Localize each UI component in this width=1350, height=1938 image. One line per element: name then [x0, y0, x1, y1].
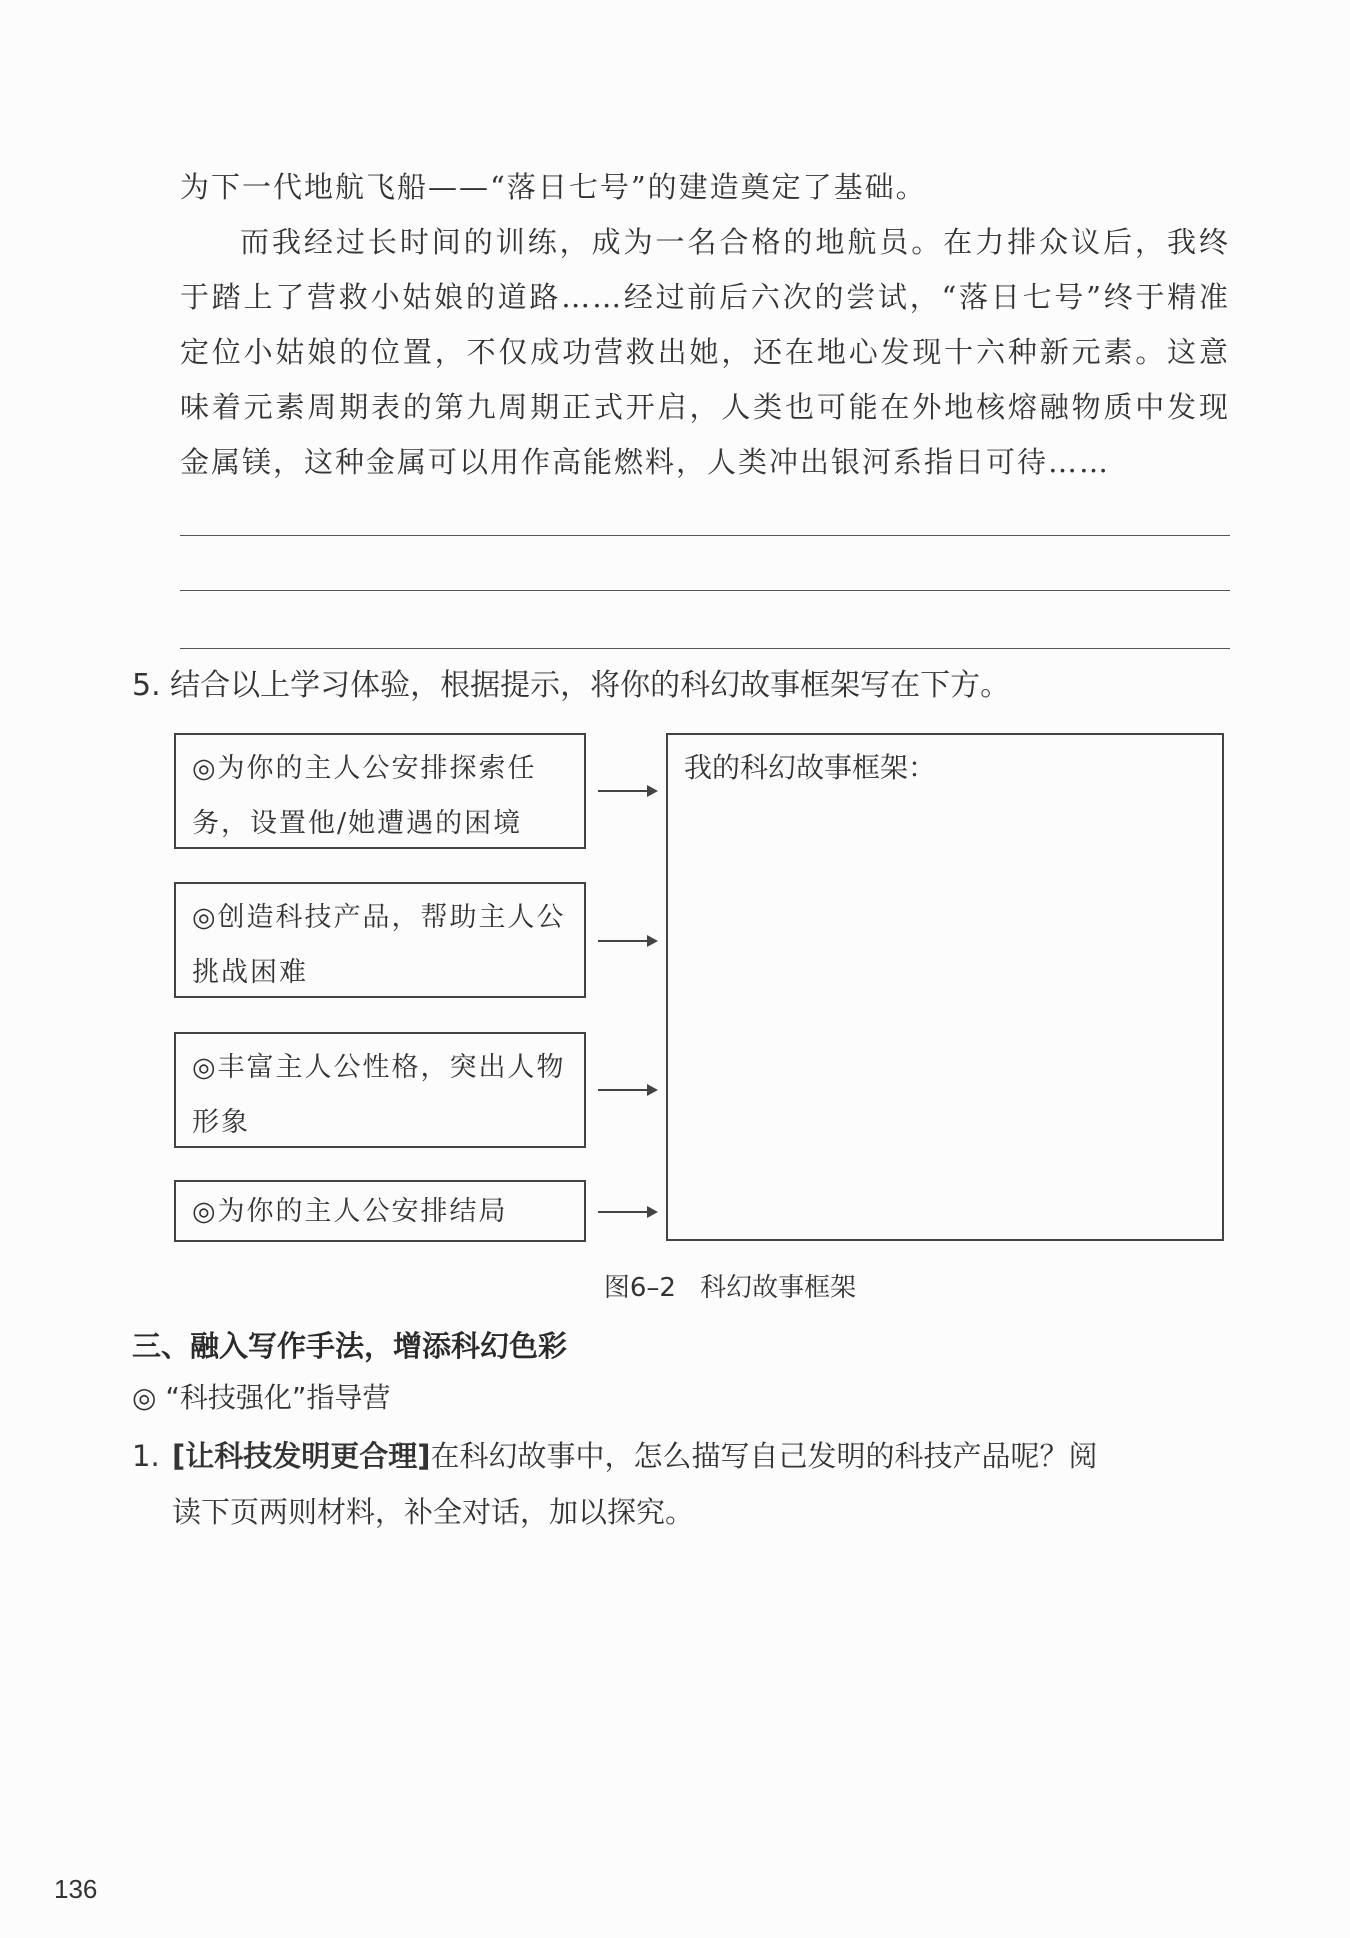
answer-line-2[interactable]: [180, 590, 1230, 591]
question-5: [132, 664, 1232, 708]
question-1-text-line-2: 读下页两则材料，补全对话，加以探究。: [172, 1495, 695, 1529]
arrow-right-icon: [598, 790, 656, 792]
hint-box-character: ◎丰富主人公性格，突出人物形象: [174, 1032, 586, 1148]
question-1-tag: [让科技发明更合理]: [172, 1439, 431, 1473]
story-paragraph-2: 而我经过长时间的训练，成为一名合格的地航员。在力排众议后，我终于踏上了营救小姑娘的道路……经过前后六次的尝试，“落日七号”终于精准定位小姑娘的位置，不仅成功营救出她，还在地心发现十六种新元素。这意味着元素周期表的第九周期正式开启，人类也可能在外地核熔融物质中发现金属镁，这种金属可以用作高能燃料，人类冲出银河系指日可待……: [180, 225, 1230, 479]
figure-title: 科幻故事框架: [700, 1273, 857, 1303]
arrow-right-icon: [598, 940, 656, 942]
answer-line-3[interactable]: [180, 648, 1230, 649]
page-number: 136: [54, 1874, 98, 1904]
hint-box-explore-task: ◎为你的主人公安排探索任务，设置他/她遭遇的困境: [174, 733, 586, 849]
question-1-text-line-1: 在科幻故事中，怎么描写自己发明的科技产品呢？阅: [430, 1439, 1098, 1473]
story-frame-answer-box[interactable]: [666, 733, 1224, 1241]
story-excerpt: [180, 160, 1230, 490]
question-5-number: 5.: [132, 668, 161, 703]
figure-number: 图6–2: [603, 1273, 676, 1303]
story-paragraph-1: 为下一代地航飞船——“落日七号”的建造奠定了基础。: [180, 170, 927, 204]
section-3-heading: 三、融入写作手法，增添科幻色彩: [132, 1329, 568, 1363]
answer-line-1[interactable]: [180, 535, 1230, 536]
arrow-right-icon: [598, 1211, 656, 1213]
hint-box-ending: ◎为你的主人公安排结局: [174, 1180, 586, 1242]
figure-caption: [0, 1268, 1350, 1308]
question-1-number: 1.: [132, 1439, 160, 1473]
arrow-right-icon: [598, 1089, 656, 1091]
hint-box-tech-product: ◎创造科技产品，帮助主人公挑战困难: [174, 882, 586, 998]
question-1: [132, 1428, 1232, 1540]
story-frame-label: 我的科幻故事框架：: [684, 751, 937, 784]
question-5-text: 结合以上学习体验，根据提示，将你的科幻故事框架写在下方。: [170, 668, 1011, 703]
subsection-heading: ◎ “科技强化”指导营: [132, 1381, 391, 1414]
